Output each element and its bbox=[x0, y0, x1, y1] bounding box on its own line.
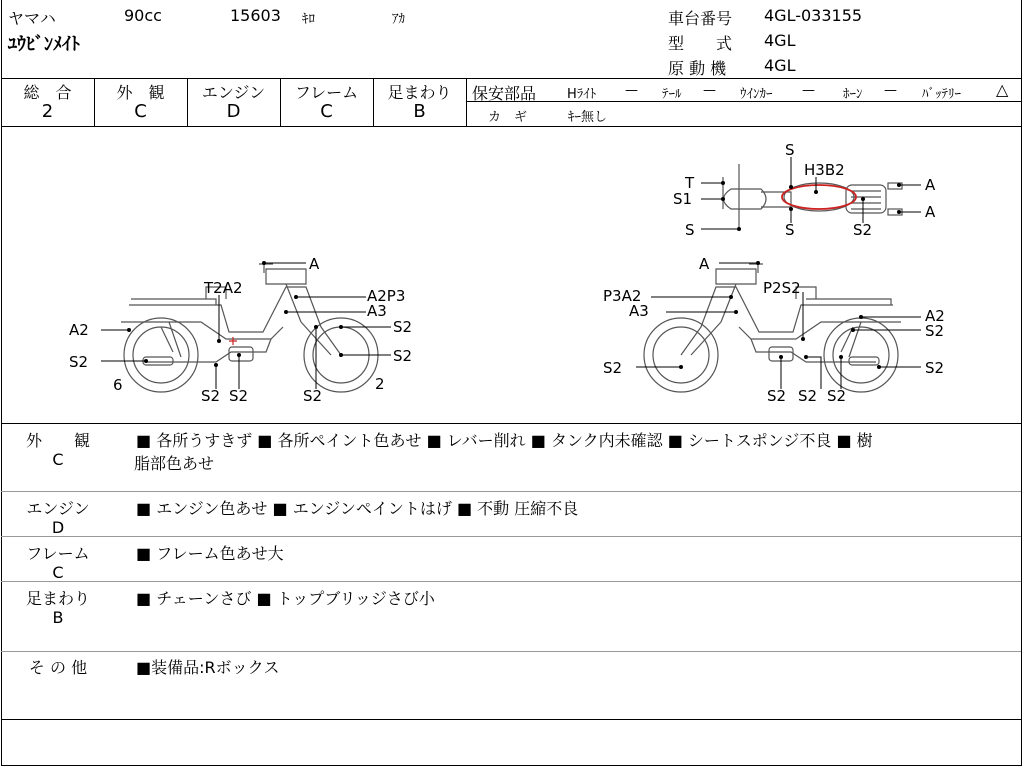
body-color: ｱｶ bbox=[392, 12, 405, 27]
notes-bottom-divider bbox=[1, 719, 1021, 720]
label-top-t: T bbox=[685, 174, 695, 192]
grade-label-overall: 総 合 bbox=[23, 83, 72, 102]
label-top-s: S bbox=[785, 141, 795, 159]
note-label-engine: エンジン bbox=[26, 499, 90, 518]
safety-headlight: Hﾗｲﾄ bbox=[567, 87, 597, 102]
engine-model-label: 原 動 機 bbox=[668, 59, 727, 78]
grade-value-overall: 2 bbox=[41, 101, 54, 122]
chassis-value: 4GL-033155 bbox=[764, 6, 863, 25]
damage-mark-circle bbox=[782, 185, 856, 209]
safety-battery: ﾊﾞｯﾃﾘｰ bbox=[922, 87, 961, 102]
label-right-p2s2: P2S2 bbox=[763, 279, 801, 297]
note-divider bbox=[1, 491, 1021, 492]
grade-label-engine: エンジン bbox=[201, 83, 266, 102]
label-right-s2: S2 bbox=[767, 387, 787, 405]
safety-dash: — bbox=[802, 83, 815, 98]
label-right-s2: S2 bbox=[798, 387, 818, 405]
note-text-frame: ■ フレーム色あせ大 bbox=[136, 544, 284, 563]
note-text-suspension: ■ チェーンさび ■ トップブリッジさび小 bbox=[136, 589, 435, 608]
note-text-exterior: ■ 各所うすきず ■ 各所ペイント色あせ ■ レバー削れ ■ タンク内未確認 ■ シートスポンジ不良 ■ 樹 bbox=[136, 431, 873, 450]
label-top-a: A bbox=[925, 176, 936, 194]
label-right-a3: A3 bbox=[629, 302, 649, 320]
grade-label-frame: フレーム bbox=[294, 83, 359, 102]
safety-taillight: ﾃｰﾙ bbox=[662, 87, 682, 102]
note-grade-frame: C bbox=[52, 563, 64, 582]
label-right-s2: S2 bbox=[603, 359, 623, 377]
grade-value-engine: D bbox=[226, 101, 241, 122]
note-text-engine: ■ エンジン色あせ ■ エンジンペイントはげ ■ 不動 圧縮不良 bbox=[136, 499, 579, 518]
grade-value-frame: C bbox=[320, 101, 333, 122]
label-left-s2: S2 bbox=[303, 387, 323, 405]
note-text-other: ■装備品:Rボックス bbox=[136, 658, 280, 677]
label-right-s2: S2 bbox=[827, 387, 847, 405]
label-top-s: S bbox=[785, 221, 795, 239]
model-name: ﾕｳﾋﾞﾝﾒｲﾄ bbox=[8, 34, 80, 55]
label-right-a2: A2 bbox=[925, 307, 945, 325]
label-left-6: 6 bbox=[113, 376, 123, 394]
note-divider bbox=[1, 536, 1021, 537]
mileage-unit: ｷﾛ bbox=[302, 12, 315, 27]
left-rear-wheel bbox=[124, 318, 198, 392]
label-top-s2: S2 bbox=[853, 221, 873, 239]
grade-label-exterior: 外 観 bbox=[116, 83, 165, 102]
grade-label-suspension: 足まわり bbox=[387, 83, 452, 102]
warning-icon: △ bbox=[996, 80, 1009, 99]
note-text-exterior-cont: 脂部色あせ bbox=[134, 454, 215, 473]
label-left-a2p3: A2P3 bbox=[367, 287, 406, 305]
mileage: 15603 bbox=[230, 6, 281, 25]
label-top-h3b2: H3B2 bbox=[804, 161, 845, 179]
label-left-s2: S2 bbox=[201, 387, 221, 405]
damage-diagram bbox=[1, 127, 1021, 423]
safety-dash: — bbox=[703, 83, 716, 98]
note-label-frame: フレーム bbox=[26, 544, 90, 563]
type-value: 4GL bbox=[764, 31, 796, 50]
type-label: 型 式 bbox=[668, 34, 733, 53]
grade-divider bbox=[466, 78, 467, 126]
label-top-s1: S1 bbox=[673, 190, 693, 208]
label-left-s2: S2 bbox=[393, 318, 413, 336]
displacement: 90cc bbox=[124, 6, 162, 25]
notes-top-divider bbox=[1, 423, 1021, 424]
safety-title: 保安部品 bbox=[472, 84, 537, 103]
header-divider bbox=[1, 78, 1021, 79]
key-value: ｷｰ無し bbox=[568, 110, 608, 125]
label-right-a: A bbox=[699, 255, 710, 273]
engine-model-value: 4GL bbox=[764, 56, 796, 75]
note-grade-exterior: C bbox=[52, 450, 64, 469]
safety-winker: ｳｲﾝｶｰ bbox=[740, 87, 773, 102]
label-top-s: S bbox=[685, 221, 695, 239]
label-right-s2: S2 bbox=[925, 322, 945, 340]
note-label-suspension: 足まわり bbox=[25, 589, 90, 608]
label-left-a: A bbox=[309, 255, 320, 273]
label-left-s2: S2 bbox=[229, 387, 249, 405]
grade-value-suspension: B bbox=[413, 101, 426, 122]
grade-value-exterior: C bbox=[134, 101, 147, 122]
note-label-other: そ の 他 bbox=[28, 658, 88, 677]
safety-dash: — bbox=[884, 83, 897, 98]
note-divider bbox=[1, 581, 1021, 582]
label-left-s2: S2 bbox=[69, 353, 89, 371]
right-rear-wheel bbox=[824, 318, 898, 392]
label-left-2: 2 bbox=[375, 375, 385, 393]
label-left-t2a2: T2A2 bbox=[204, 279, 243, 297]
label-right-s2: S2 bbox=[925, 359, 945, 377]
key-label: カ ギ bbox=[488, 110, 528, 125]
label-top-a: A bbox=[925, 203, 936, 221]
maker: ヤマハ bbox=[8, 9, 56, 28]
note-label-exterior: 外 観 bbox=[25, 431, 90, 450]
label-left-a2: A2 bbox=[69, 321, 89, 339]
safety-horn: ﾎｰﾝ bbox=[843, 87, 863, 102]
chassis-label: 車台番号 bbox=[668, 9, 733, 28]
note-divider bbox=[1, 651, 1021, 652]
label-right-p3a2: P3A2 bbox=[603, 287, 642, 305]
label-left-s2: S2 bbox=[393, 347, 413, 365]
safety-dash: — bbox=[625, 83, 638, 98]
note-grade-suspension: B bbox=[52, 608, 64, 627]
note-grade-engine: D bbox=[51, 518, 65, 537]
label-left-a3: A3 bbox=[367, 302, 387, 320]
